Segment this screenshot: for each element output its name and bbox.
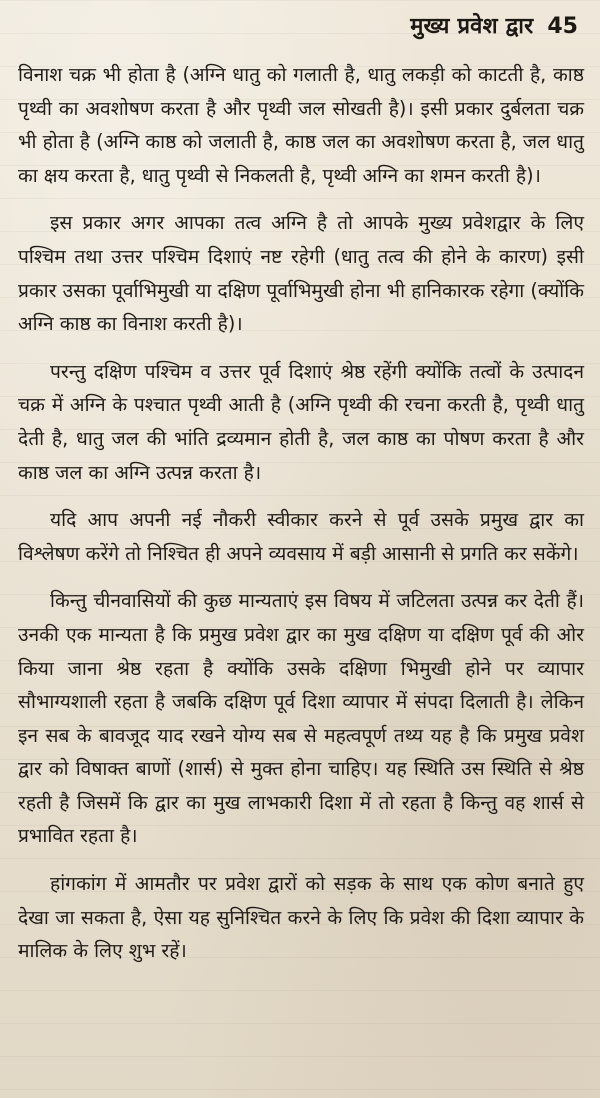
- page-number: 45: [547, 14, 578, 39]
- paragraph-2: इस प्रकार अगर आपका तत्व अग्नि है तो आपके मुख्य प्रवेशद्वार के लिए पश्चिम तथा उत्तर पश्चिम दिशाएं नष्ट रहेगी (धातु तत्व की होने के कारण) इसी प्रकार उसका पूर्वाभिमुखी या दक्षिण पूर्वाभिमुखी होना भी हानिकारक रहेगा (क्योंकि अग्नि काष्ठ का विनाश करती है)।: [18, 211, 584, 336]
- paragraph-4: यदि आप अपनी नई नौकरी स्वीकार करने से पूर्व उसके प्रमुख द्वार का विश्लेषण करेंगे तो निश्चित ही अपने व्यवसाय में बड़ी आसानी से प्रगति कर सकेंगे।: [18, 508, 584, 565]
- paragraph-6: हांगकांग में आमतौर पर प्रवेश द्वारों को सड़क के साथ एक कोण बनाते हुए देखा जा सकता है, ऐसा यह सुनिश्चित करने के लिए कि प्रवेश की दिशा व्यापार के मालिक के लिए शुभ रहें।: [18, 872, 584, 963]
- page-header: [410, 10, 578, 40]
- paragraph-5: किन्तु चीनवासियों की कुछ मान्यताएं इस विषय में जटिलता उत्पन्न कर देती हैं। उनकी एक मान्यता है कि प्रमुख प्रवेश द्वार का मुख दक्षिण या दक्षिण पूर्व की ओर किया जाना श्रेष्ठ रहता है क्योंकि उसके दक्षिणा भिमुखी होने पर व्यापार सौभाग्यशाली रहता है जबकि दक्षिण पूर्व दिशा व्यापार में संपदा दिलाती है। लेकिन इन सब के बावजूद याद रखने योग्य सब से महत्वपूर्ण तथ्य यह है कि प्रमुख प्रवेश द्वार को विषाक्त बाणों (शार्स) से मुक्त होना चाहिए। यह स्थिति उस स्थिति से श्रेष्ठ रहती है जिसमें कि द्वार का मुख लाभकारी दिशा में तो रहता है किन्तु वह शार्स से प्रभावित रहता है।: [18, 589, 584, 848]
- chapter-title: मुख्य प्रवेश द्वार: [410, 14, 534, 39]
- body-text: [18, 58, 584, 968]
- paragraph-3: परन्तु दक्षिण पश्चिम व उत्तर पूर्व दिशाएं श्रेष्ठ रहेंगी क्योंकि तत्वों के उत्पादन चक्र में अग्नि के पश्चात पृथ्वी आती है (अग्नि पृथ्वी की रचना करती है, पृथ्वी धातु देती है, धातु जल की भांति द्रव्यमान होती है, जल काष्ठ का पोषण करता है और काष्ठ जल का अग्नि उत्पन्न करता है।: [18, 359, 584, 484]
- paragraph-1: विनाश चक्र भी होता है (अग्नि धातु को गलाती है, धातु लकड़ी को काटती है, काष्ठ पृथ्वी का अवशोषण करता है और पृथ्वी जल सोखती है)। इसी प्रकार दुर्बलता चक्र भी होता है (अग्नि काष्ठ को जलाती है, काष्ठ जल का अवशोषण करता है, जल धातु का क्षय करता है, धातु पृथ्वी से निकलती है, पृथ्वी अग्नि का शमन करती है)।: [18, 63, 584, 187]
